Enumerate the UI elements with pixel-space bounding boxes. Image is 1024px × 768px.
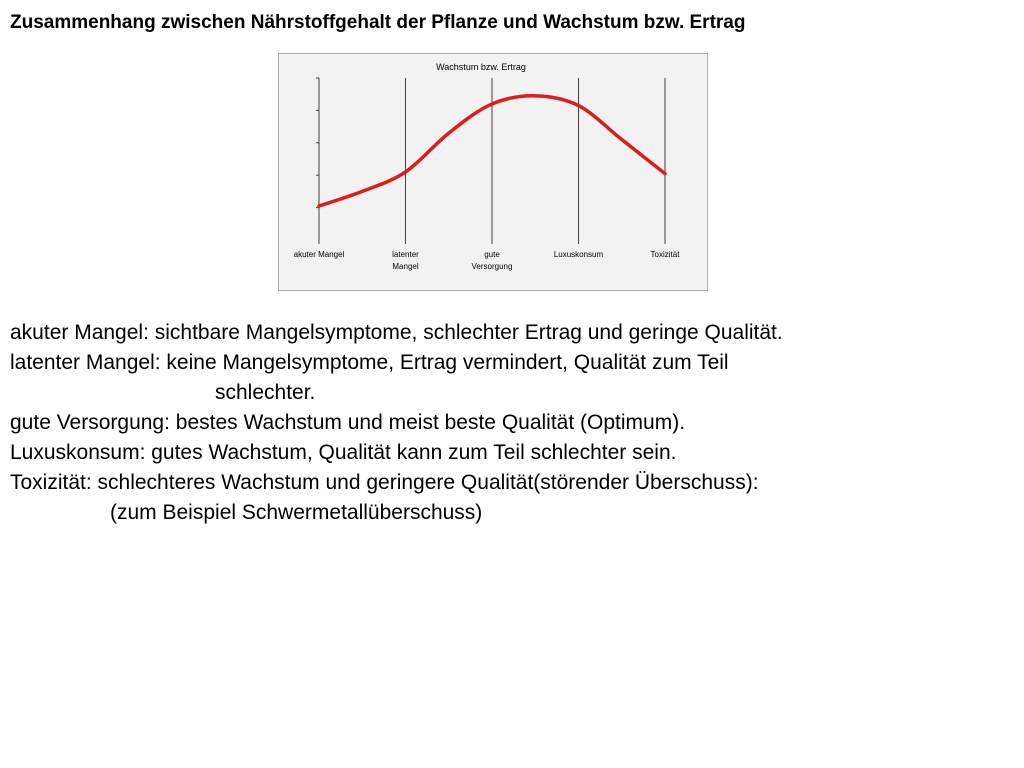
x-tick-label-line: Mangel	[392, 262, 419, 271]
text-line-gute-versorgung: gute Versorgung: bestes Wachstum und meist beste Qualität (Optimum).	[10, 411, 686, 434]
x-tick-label-line: latenter	[392, 250, 419, 259]
x-tick-label	[554, 250, 604, 259]
chart-svg	[278, 53, 708, 291]
x-tick-label	[294, 250, 345, 259]
text-line-toxizitaet: Toxizität: schlechteres Wachstum und geringere Qualität(störender Überschuss):	[10, 471, 759, 494]
slide-title: Zusammenhang zwischen Nährstoffgehalt der Pflanze und Wachstum bzw. Ertrag	[10, 12, 746, 33]
text-line-latenter-mangel: latenter Mangel: keine Mangelsymptome, Ertrag vermindert, Qualität zum Teil	[10, 351, 729, 374]
chart-title: Wachstum bzw. Ertrag	[436, 62, 526, 72]
x-tick-label-line: Versorgung	[471, 262, 513, 271]
chart	[278, 53, 708, 291]
x-tick-label-line: Toxizität	[650, 250, 680, 259]
x-tick-label	[651, 250, 681, 259]
text-line-akuter-mangel: akuter Mangel: sichtbare Mangelsymptome, schlechter Ertrag und geringe Qualität.	[10, 321, 783, 344]
explanation-text	[10, 318, 783, 528]
x-tick-label-line: Luxuskonsum	[553, 250, 604, 259]
text-line-toxizitaet-example: (zum Beispiel Schwermetallüberschuss)	[110, 501, 483, 524]
text-line-luxuskonsum: Luxuskonsum: gutes Wachstum, Qualität kann zum Teil schlechter sein.	[10, 441, 677, 464]
x-tick-label-line: akuter Mangel	[293, 250, 345, 259]
x-tick-label-line: gute	[484, 250, 500, 259]
text-line-latenter-mangel-cont: schlechter.	[215, 381, 316, 404]
